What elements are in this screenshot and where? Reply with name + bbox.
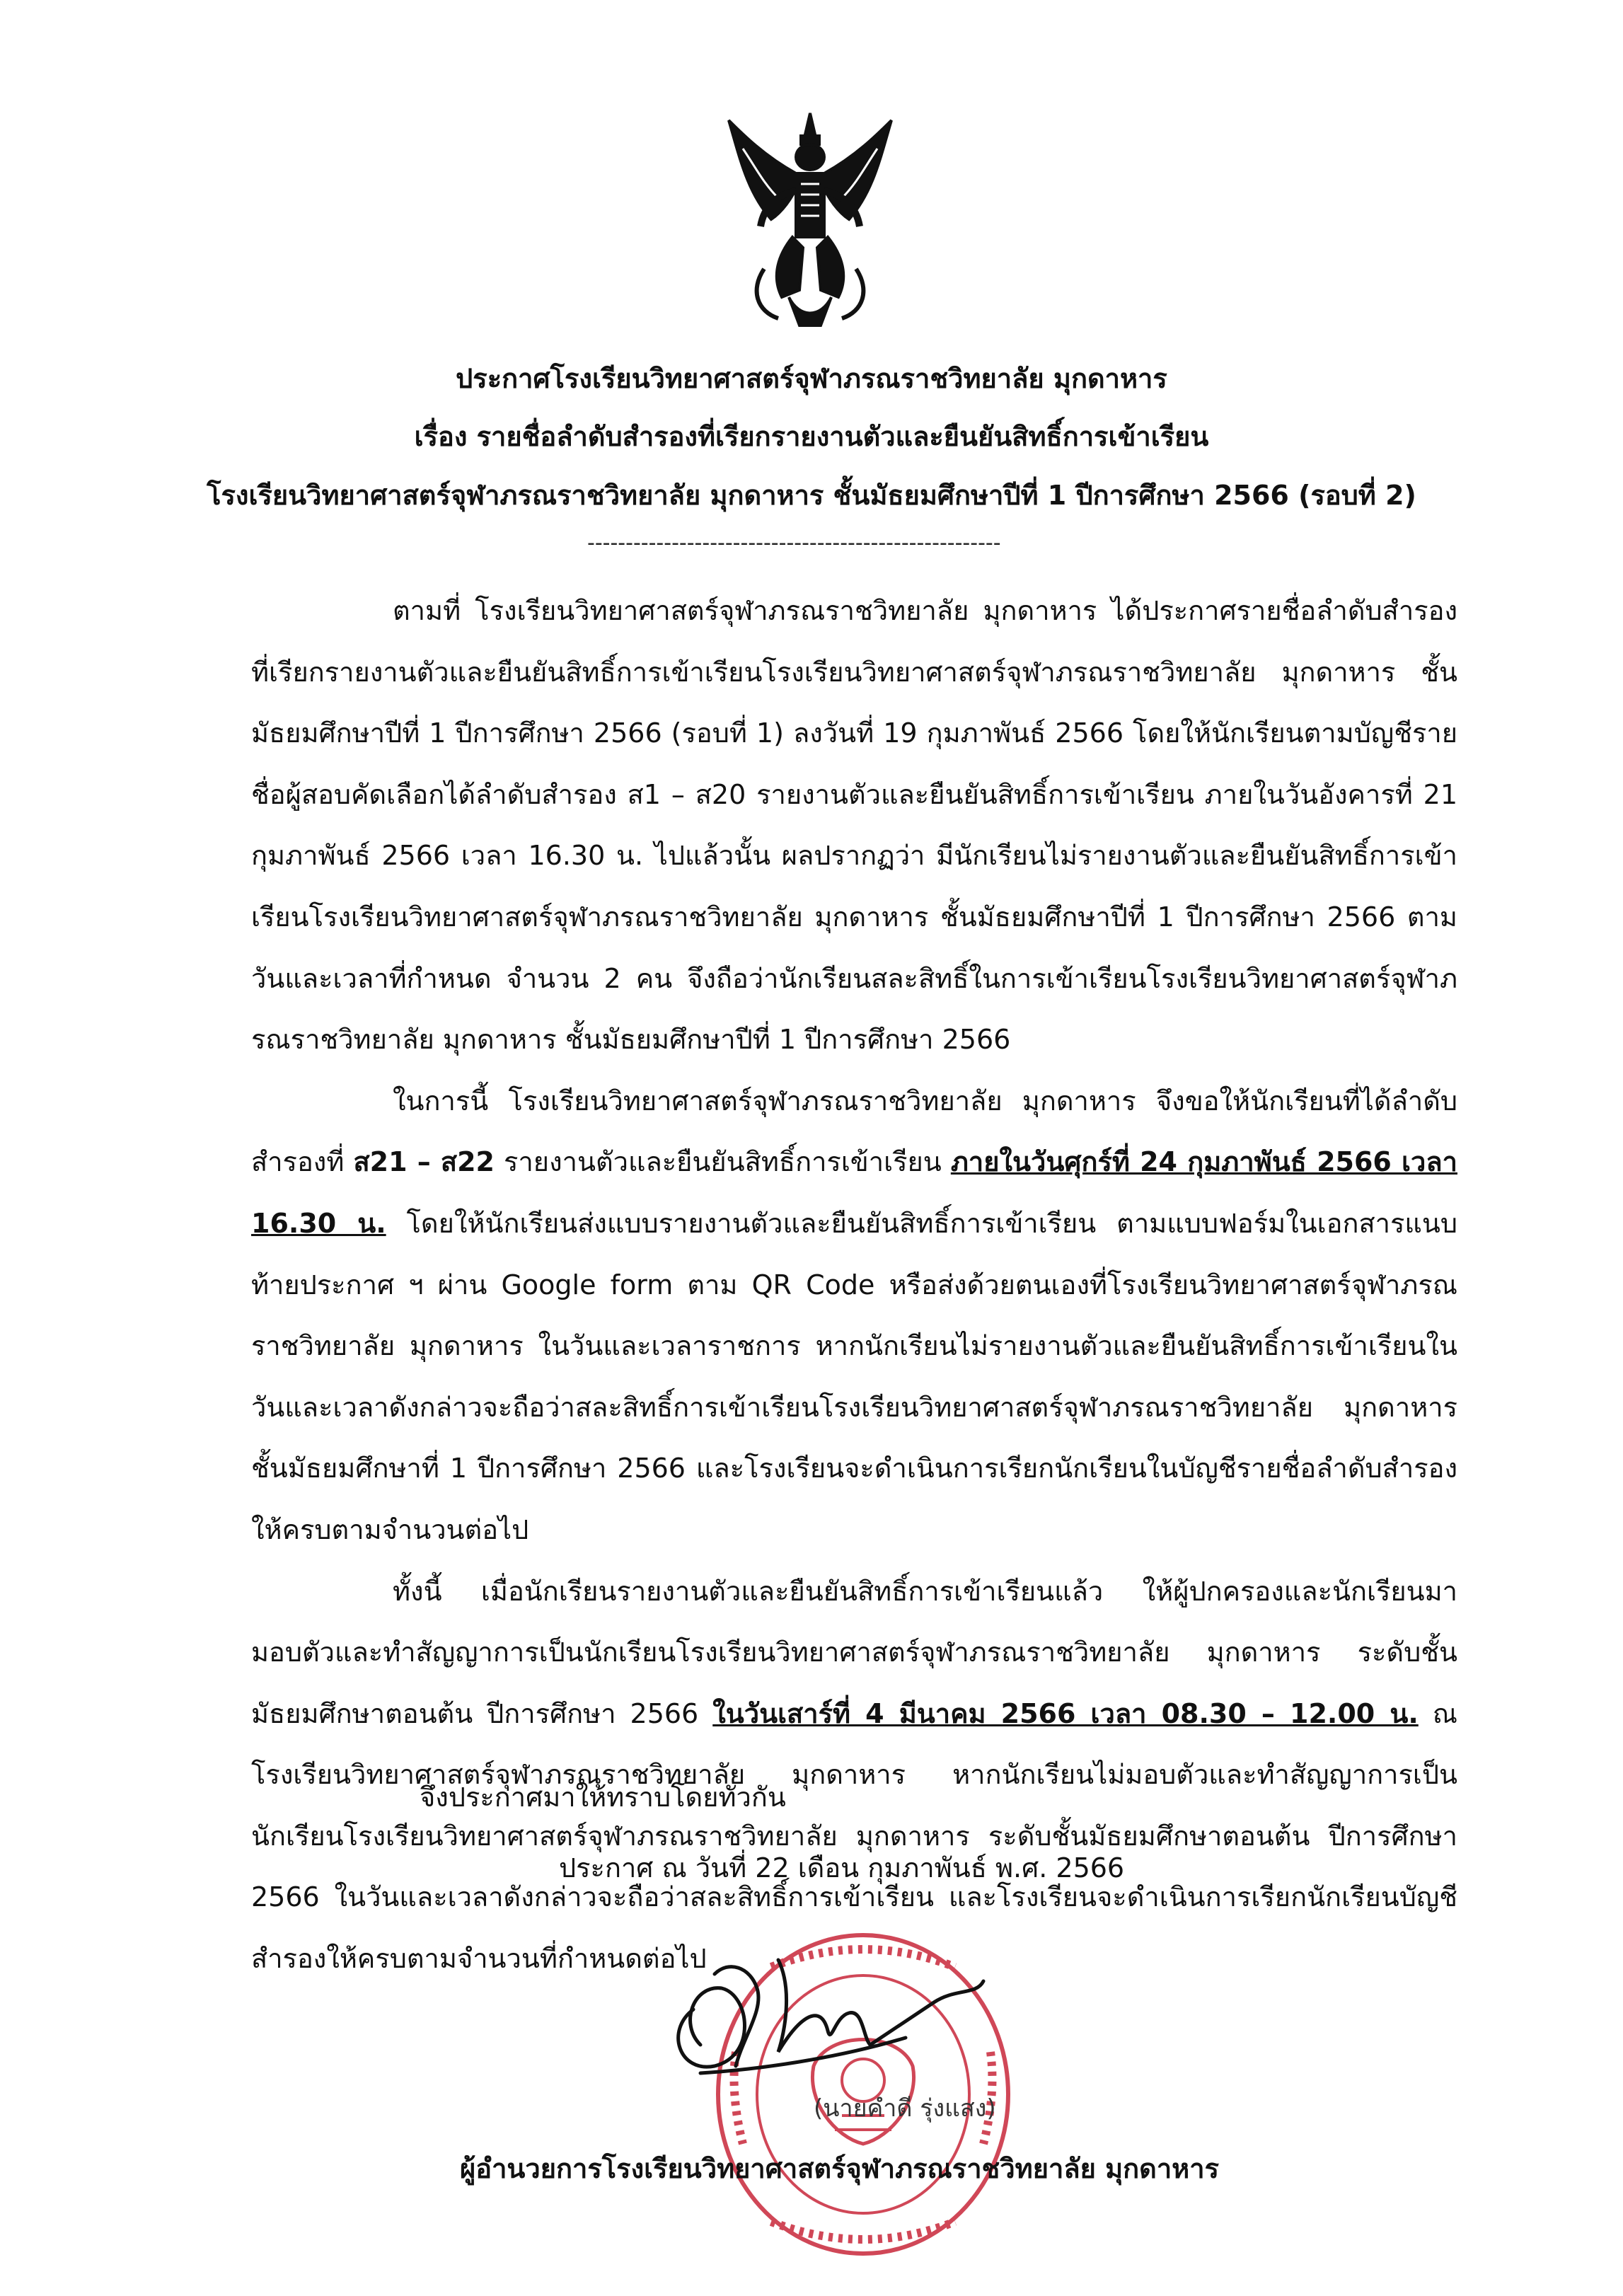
announcement-date: ประกาศ ณ วันที่ 22 เดือน กุมภาพันธ์ พ.ศ. 2566: [559, 1852, 1125, 1883]
garuda-emblem: [722, 106, 899, 333]
reserve-range: ส21 – ส22: [353, 1146, 495, 1178]
paragraph-2-text-c: โดยให้นักเรียนส่งแบบรายงานตัวและยืนยันสิทธิ์การเข้าเรียน ตามแบบฟอร์มในเอกสารแนบท้ายประกาศ ฯ ผ่าน Google form ตาม QR Code หรือส่งด้วยตนเองที่โรงเรียนวิทยาศาสตร์จุฬาภรณราชวิทยาลัย มุกดาหาร ในวันและเวลาราชการ หากนักเรียนไม่รายงานตัวและยืนยันสิทธิ์การเข้าเรียนในวันและเวลาดังกล่าวจะถือว่าสละสิทธิ์การเข้าเรียนโรงเรียนวิทยาศาสตร์จุฬาภรณราชวิทยาลัย มุกดาหาร ชั้นมัธยมศึกษาที่ 1 ปีการศึกษา 2566 และโรงเรียนจะดำเนินการเรียกนักเรียนในบัญชีรายชื่อลำดับสำรองให้ครบตามจำนวนต่อไป: [251, 1207, 1458, 1545]
announcement-subject: เรื่อง รายชื่อลำดับสำรองที่เรียกรายงานตัวและยืนยันสิทธิ์การเข้าเรียน: [414, 421, 1209, 452]
report-deadline: ภายในวันศุกร์ที่ 24 กุมภาพันธ์ 2566 เวลา 16.30 น.: [251, 1146, 1457, 1239]
signer-title: ผู้อำนวยการโรงเรียนวิทยาศาสตร์จุฬาภรณราชวิทยาลัย มุกดาหาร: [460, 2153, 1219, 2184]
announcement-heading: ประกาศโรงเรียนวิทยาศาสตร์จุฬาภรณราชวิทยาลัย มุกดาหาร: [456, 363, 1167, 394]
paragraph-1: ตามที่ โรงเรียนวิทยาศาสตร์จุฬาภรณราชวิทยาลัย มุกดาหาร ได้ประกาศรายชื่อลำดับสำรองที่เรียกรายงานตัวและยืนยันสิทธิ์การเข้าเรียนโรงเรียนวิทยาศาสตร์จุฬาภรณราชวิทยาลัย มุกดาหาร ชั้นมัธยมศึกษาปีที่ 1 ปีการศึกษา 2566 (รอบที่ 1) ลงวันที่ 19 กุมภาพันธ์ 2566 โดยให้นักเรียนตามบัญชีรายชื่อผู้สอบคัดเลือกได้ลำดับสำรอง ส1 – ส20 รายงานตัวและยืนยันสิทธิ์การเข้าเรียน ภายในวันอังคารที่ 21 กุมภาพันธ์ 2566 เวลา 16.30 น. ไปแล้วนั้น ผลปรากฏว่า มีนักเรียนไม่รายงานตัวและยืนยันสิทธิ์การเข้าเรียนโรงเรียนวิทยาศาสตร์จุฬาภรณราชวิทยาลัย มุกดาหาร ชั้นมัธยมศึกษาปีที่ 1 ปีการศึกษา 2566 ตามวันและเวลาที่กำหนด จำนวน 2 คน จึงถือว่านักเรียนสละสิทธิ์ในการเข้าเรียนโรงเรียนวิทยาศาสตร์จุฬาภรณราชวิทยาลัย มุกดาหาร ชั้นมัธยมศึกษาปีที่ 1 ปีการศึกษา 2566: [251, 595, 1457, 1056]
signer-name: (นายคำดี รุ่งแสง): [814, 2094, 996, 2123]
paragraph-3-text-a: ทั้งนี้ เมื่อนักเรียนรายงานตัวและยืนยันสิทธิ์การเข้าเรียนแล้ว ให้ผู้ปกครองและนักเรียนมามอบตัวและทำสัญญาการเป็นนักเรียนโรงเรียนวิทยาศาสตร์จุฬาภรณราชวิทยาลัย มุกดาหาร ระดับชั้นมัธยมศึกษาตอนต้น ปีการศึกษา 2566: [251, 1575, 1457, 1729]
director-signature: [651, 1932, 1019, 2116]
enrollment-date: ในวันเสาร์ที่ 4 มีนาคม 2566 เวลา 08.30 – 12.00 น.: [712, 1697, 1419, 1729]
divider-line: ------------------------------------------------------: [587, 531, 1001, 555]
paragraph-2-text-b: รายงานตัวและยืนยันสิทธิ์การเข้าเรียน: [495, 1146, 951, 1178]
paragraph-2: [251, 1071, 1457, 1561]
announcement-scope: โรงเรียนวิทยาศาสตร์จุฬาภรณราชวิทยาลัย มุกดาหาร ชั้นมัธยมศึกษาปีที่ 1 ปีการศึกษา 2566 (รอบที่ 2): [207, 480, 1416, 511]
paragraph-3-text-b: ณ โรงเรียนวิทยาศาสตร์จุฬาภรณราชวิทยาลัย มุกดาหาร หากนักเรียนไม่มอบตัวและทำสัญญาการเป็นนักเรียนโรงเรียนวิทยาศาสตร์จุฬาภรณราชวิทยาลัย มุกดาหาร ระดับชั้นมัธยมศึกษาตอนต้น ปีการศึกษา 2566 ในวันและเวลาดังกล่าวจะถือว่าสละสิทธิ์การเข้าเรียน และโรงเรียนจะดำเนินการเรียกนักเรียนบัญชีสำรองให้ครบตามจำนวนที่กำหนดต่อไป: [251, 1697, 1458, 1975]
closing-statement: จึงประกาศมาให้ทราบโดยทั่วกัน: [420, 1782, 786, 1813]
paragraph-2-text-a: ในการนี้ โรงเรียนวิทยาศาสตร์จุฬาภรณราชวิทยาลัย มุกดาหาร จึงขอให้นักเรียนที่ได้ลำดับสำรองที่: [251, 1085, 1457, 1178]
